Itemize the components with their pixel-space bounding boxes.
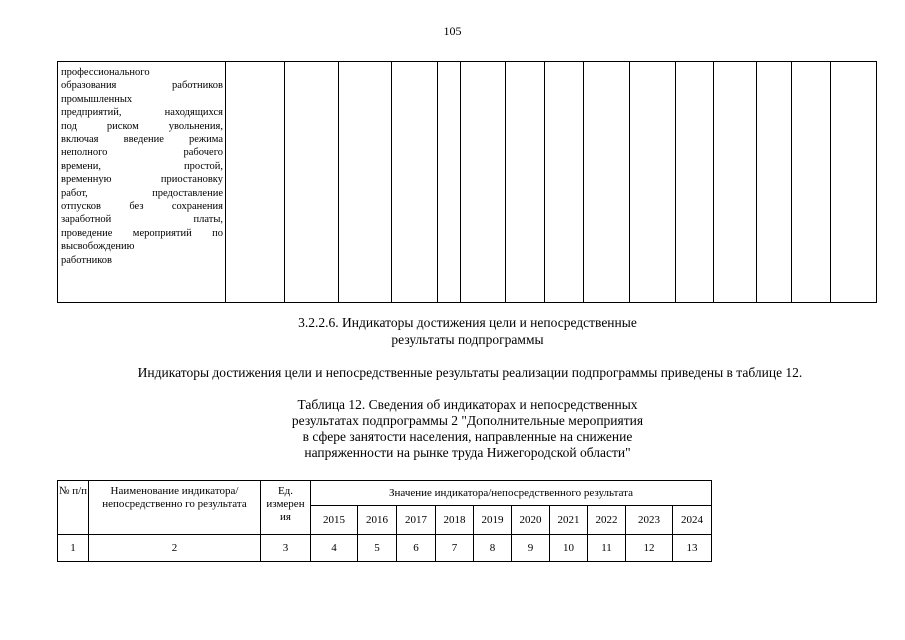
text-line: включая введение режима	[61, 134, 223, 146]
text-line: предприятий, находящихся	[61, 107, 223, 119]
year-header: 2020	[512, 506, 550, 535]
text-line: образования работников	[61, 80, 223, 92]
empty-cell	[584, 62, 630, 303]
empty-cell	[506, 62, 545, 303]
indicators-table	[57, 480, 712, 562]
empty-cell	[461, 62, 506, 303]
table-caption-line: Таблица 12. Сведения об индикаторах и непосредственных	[297, 397, 638, 412]
text-line: заработной платы,	[61, 214, 223, 226]
column-header-values: Значение индикатора/непосредственного результата	[311, 481, 712, 506]
column-index-cell: 3	[261, 535, 311, 562]
year-header: 2024	[673, 506, 712, 535]
empty-cell	[757, 62, 792, 303]
empty-cell	[630, 62, 676, 303]
year-header: 2023	[626, 506, 673, 535]
empty-cell	[545, 62, 584, 303]
text-line: профессионального	[61, 67, 150, 78]
table-caption-line: напряженности на рынке труда Нижегородской области"	[304, 445, 631, 460]
year-header: 2018	[436, 506, 474, 535]
empty-cell	[831, 62, 877, 303]
column-index-cell: 12	[626, 535, 673, 562]
empty-cell	[676, 62, 714, 303]
section-heading-line: 3.2.2.6. Индикаторы достижения цели и непосредственные	[298, 315, 637, 330]
column-index-cell: 5	[358, 535, 397, 562]
column-index-cell: 6	[397, 535, 436, 562]
empty-cell	[339, 62, 392, 303]
section-heading-line: результаты подпрограммы	[391, 332, 544, 347]
text-line: временную приостановку	[61, 174, 223, 186]
index-row	[58, 535, 712, 562]
year-header: 2021	[550, 506, 588, 535]
body-paragraph: Индикаторы достижения цели и непосредственные результаты реализации подпрограммы приведены в таблице 12.	[137, 365, 803, 380]
text-line: высвобождению	[61, 241, 135, 253]
column-index-cell: 13	[673, 535, 712, 562]
empty-cell	[285, 62, 339, 303]
empty-cell	[438, 62, 461, 303]
year-header: 2019	[474, 506, 512, 535]
column-index-cell: 10	[550, 535, 588, 562]
column-header-number: № п/п	[58, 481, 89, 535]
column-header-name: Наименование индикатора/непосредственно го результата	[89, 481, 261, 535]
year-header: 2022	[588, 506, 626, 535]
text-line: промышленных	[61, 93, 133, 105]
section-heading	[0, 314, 905, 348]
year-header: 2017	[397, 506, 436, 535]
column-index-cell: 7	[436, 535, 474, 562]
text-line: работников	[61, 254, 112, 266]
column-index-cell: 1	[58, 535, 89, 562]
year-header: 2016	[358, 506, 397, 535]
table-caption-line: в сфере занятости населения, направленные на снижение	[302, 429, 633, 444]
column-index-cell: 8	[474, 535, 512, 562]
text-line: неполного рабочего	[61, 147, 223, 159]
continuation-table	[57, 61, 877, 303]
column-index-cell: 2	[89, 535, 261, 562]
text-line: под риском увольнения,	[61, 120, 223, 132]
column-index-cell: 11	[588, 535, 626, 562]
activity-description-cell	[58, 62, 226, 303]
header-row	[58, 481, 712, 506]
empty-cell	[392, 62, 438, 303]
page-number: 105	[443, 24, 462, 38]
empty-cell	[714, 62, 757, 303]
year-header: 2015	[311, 506, 358, 535]
text-line: проведение мероприятий по	[61, 227, 223, 239]
text-line: отпусков без сохранения	[61, 201, 223, 213]
table-row	[58, 62, 877, 303]
text-line: времени, простой,	[61, 160, 223, 172]
text-line: работ, предоставление	[61, 187, 223, 199]
column-index-cell: 9	[512, 535, 550, 562]
empty-cell	[226, 62, 285, 303]
column-header-unit: Ед. измерен ия	[261, 481, 311, 535]
table-caption	[0, 397, 905, 461]
table-caption-line: результатах подпрограммы 2 "Дополнительные мероприятия	[291, 413, 644, 428]
column-index-cell: 4	[311, 535, 358, 562]
empty-cell	[792, 62, 831, 303]
